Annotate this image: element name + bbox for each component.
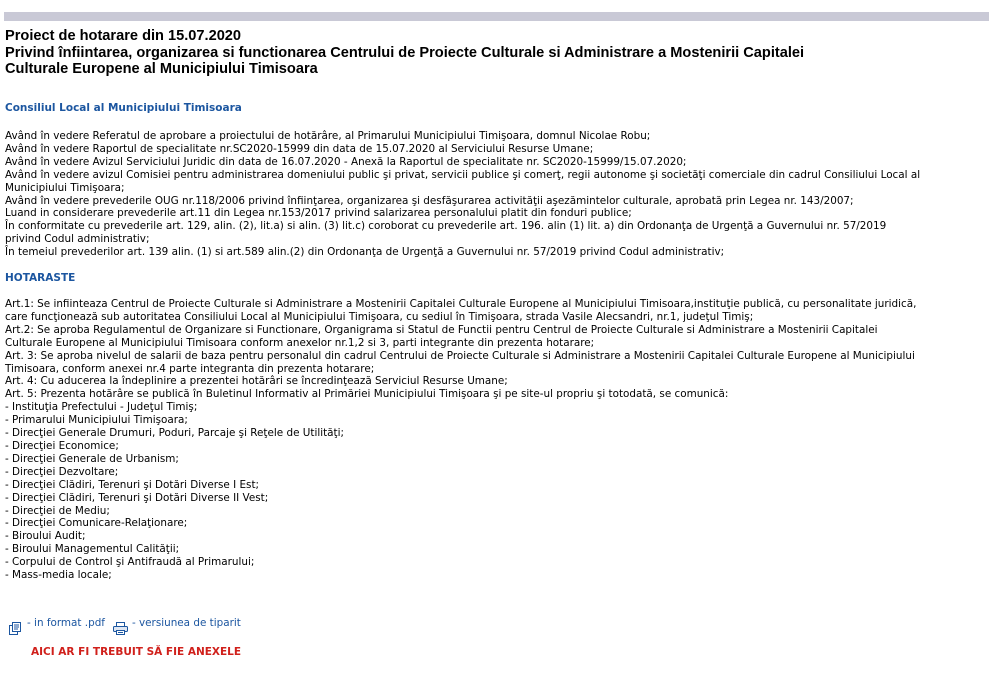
recipient-item: - Direcţiei Generale Drumuri, Poduri, Parcaje şi Reţele de Utilităţi; <box>5 427 345 440</box>
article-line: Timisoara, conform anexei nr.4 parte integranta din prezenta hotarare; <box>5 362 375 375</box>
article-line: Art.2: Se aproba Regulamentul de Organizare si Functionare, Organigrama si Statul de Functii pentru Centrul de Proiecte Culturale si Administrare a Mostenirii Capitalei <box>5 323 878 336</box>
title-line: Privind înfiintarea, organizarea si functionarea Centrului de Proiecte Culturale si Administrare a Mostenirii Capitalei <box>5 44 805 61</box>
print-version-link[interactable]: - versiunea de tiparit <box>131 617 241 629</box>
recipient-item: - Direcţiei Dezvoltare; <box>5 465 119 478</box>
consideration-line: Având în vedere Raportul de specialitate nr.SC2020-15999 din data de 15.07.2020 al Serviciului Resurse Umane; <box>5 142 594 155</box>
consideration-line: În temeiul prevederilor art. 139 alin. (1) si art.589 alin.(2) din Ordonanţa de Urgenţă a Guvernului nr. 57/2019 privind Codul administrativ; <box>5 246 725 259</box>
download-links <box>8 613 249 633</box>
consideration-line: Având în vedere Avizul Serviciului Juridic din data de 16.07.2020 - Anexă la Raportul de specialitate nr. SC2020-15999/15.07.2020; <box>5 155 687 168</box>
article-line: Culturale Europene al Municipiului Timisoara conform anexelor nr.1,2 si 3, parti integrante din prezenta hotarare; <box>5 336 595 349</box>
article-line: Art.1: Se infiinteaza Centrul de Proiecte Culturale si Administrare a Mostenirii Capitalei Culturale Europene al Municipiului Timisoara,instituţie publică, cu personalitate juridică, <box>5 298 917 310</box>
top-divider-bar <box>4 12 989 21</box>
consideration-line: În conformitate cu prevederile art. 129, alin. (2), lit.a) si alin. (3) lit.c) coroborat cu prevederile art. 196. alin (1) lit. a) din Ordonanţa de Urgenţă a Guvernului nr. 57/2019 <box>5 220 887 233</box>
article-line: Art. 3: Se aproba nivelul de salarii de baza pentru personalul din cadrul Centrului de Proiecte Culturale si Administrare a Mostenirii Capitalei Culturale Europene al Municipiului <box>5 349 915 362</box>
recipient-item: - Direcţiei Clădiri, Terenuri şi Dotări Diverse I Est; <box>5 478 260 491</box>
recipient-item: - Direcţiei Clădiri, Terenuri şi Dotări Diverse II Vest; <box>5 491 269 504</box>
consideration-line: Având în vedere Referatul de aprobare a proiectului de hotărâre, al Primarului Municipiului Timişoara, domnul Nicolae Robu; <box>5 130 651 142</box>
printer-icon[interactable] <box>113 622 126 635</box>
recipient-item: - Direcţiei Comunicare-Relaţionare; <box>5 517 188 530</box>
page-title <box>5 28 965 78</box>
recipient-item: - Biroului Audit; <box>5 530 86 543</box>
consideration-line: Luand in considerare prevederile art.11 din Legea nr.153/2017 privind salarizarea personalului platit din fonduri publice; <box>5 207 632 220</box>
consideration-line: Având în vedere avizul Comisiei pentru administrarea domeniului public şi privat, servicii publice şi comerţ, regii autonome şi societăţi comerciale din cadrul Consiliului Local al <box>5 168 921 181</box>
consideration-line: privind Codul administrativ; <box>5 233 150 246</box>
pdf-link[interactable]: - in format .pdf <box>27 617 105 629</box>
articles-block <box>5 298 985 582</box>
recipient-item: - Mass-media locale; <box>5 569 112 582</box>
title-line: Proiect de hotarare din 15.07.2020 <box>5 28 242 44</box>
recipient-item: - Corpului de Control şi Antifraudă al Primarului; <box>5 556 255 569</box>
recipient-item: - Direcţiei Generale de Urbanism; <box>5 452 179 465</box>
recipient-item: - Direcţiei Economice; <box>5 439 119 452</box>
recipient-item: - Direcţiei de Mediu; <box>5 504 110 517</box>
title-line: Culturale Europene al Municipiului Timisoara <box>5 61 318 77</box>
consideration-line: Având în vedere prevederile OUG nr.118/2006 privind înfiinţarea, organizarea şi desfăşurarea activităţii aşezămintelor culturale, aprobată prin Legea nr. 143/2007; <box>5 194 854 207</box>
hotaraste-heading: HOTARASTE <box>5 272 76 284</box>
pdf-document-icon[interactable] <box>8 622 21 635</box>
recipient-item: - Biroului Managementul Calităţii; <box>5 543 180 556</box>
considerations-block <box>5 130 985 259</box>
article-line: Art. 5: Prezenta hotărâre se publică în Buletinul Informativ al Primăriei Municipiului Timişoara şi pe site-ul propriu şi totodată, se comunică: <box>5 388 729 401</box>
article-line: Art. 4: Cu aducerea la îndeplinire a prezentei hotărâri se încredinţează Serviciul Resurse Umane; <box>5 375 508 388</box>
recipient-item: - Instituţia Prefectului - Judeţul Timiş; <box>5 401 198 414</box>
council-heading: Consiliul Local al Municipiului Timisoara <box>5 102 242 114</box>
consideration-line: Municipiului Timişoara; <box>5 181 125 194</box>
article-line: care funcţionează sub autoritatea Consiliului Local al Municipiului Timişoara, cu sediul în Timişoara, strada Vasile Alecsandri, nr.1, judeţul Timiş; <box>5 310 754 323</box>
annex-note: AICI AR FI TREBUIT SĂ FIE ANEXELE <box>31 646 242 658</box>
recipient-item: - Primarului Municipiului Timişoara; <box>5 414 188 427</box>
